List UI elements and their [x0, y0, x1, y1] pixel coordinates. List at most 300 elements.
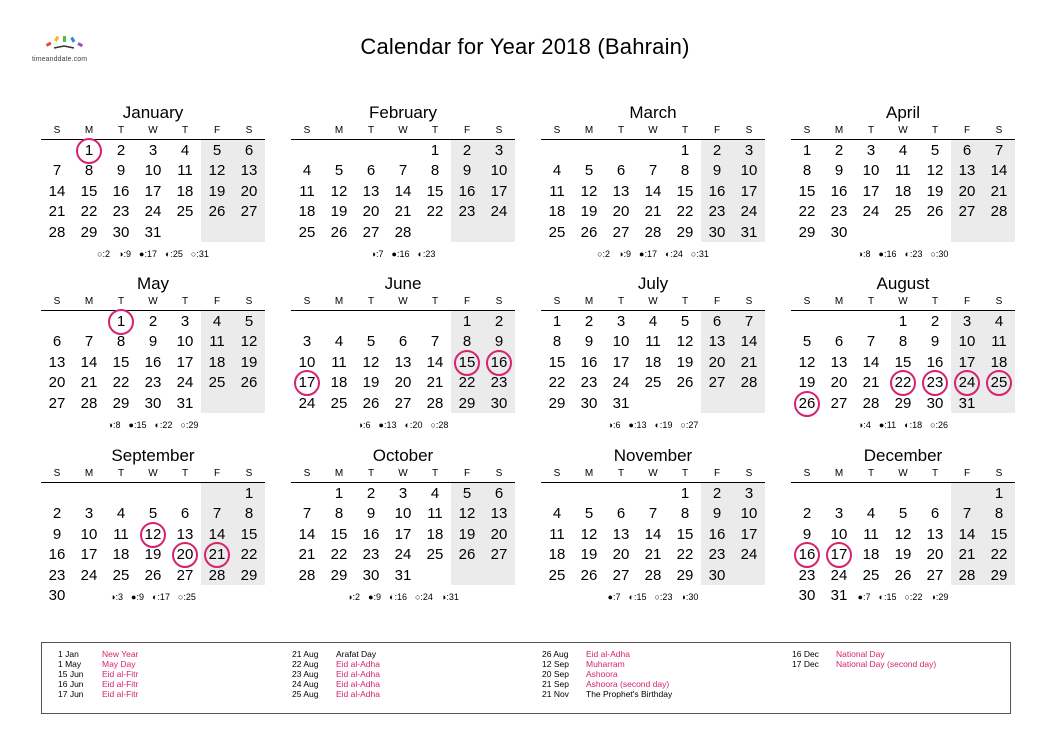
- moon-phase-item: ◐:22: [154, 420, 173, 430]
- moon-phase-item: ◐:20: [404, 420, 423, 430]
- moon-phases: [291, 249, 515, 259]
- day-cell: 13: [708, 333, 726, 351]
- day-cell: 3: [180, 313, 190, 330]
- month-name: August: [876, 274, 930, 293]
- moon-phases: [541, 249, 765, 259]
- day-cell: 2: [712, 142, 722, 159]
- moon-phases: [291, 420, 515, 430]
- day-cell: 28: [394, 223, 412, 241]
- moon-phase-item: ◑:4: [857, 420, 871, 430]
- day-cell: 8: [680, 162, 690, 180]
- day-cell: 3: [744, 142, 754, 159]
- day-cell: 9: [52, 525, 62, 543]
- day-cell: 9: [116, 162, 126, 180]
- day-cell: 25: [644, 374, 662, 392]
- day-cell: 22: [458, 374, 476, 392]
- day-cell: 12: [240, 333, 258, 351]
- day-cell: 20: [490, 525, 508, 543]
- day-cell: 14: [862, 353, 880, 371]
- holiday-entry: [292, 689, 380, 699]
- moon-phase-item: ●:15: [128, 420, 147, 430]
- weekday-label: S: [745, 468, 753, 479]
- day-cell: 6: [52, 333, 62, 351]
- day-cell: 13: [958, 162, 976, 180]
- day-cell: 7: [212, 505, 222, 523]
- day-cell: 18: [644, 353, 662, 371]
- day-cell: 14: [740, 333, 758, 351]
- weekday-label: T: [681, 296, 689, 307]
- weekday-label: T: [181, 468, 189, 479]
- day-cell: 29: [798, 223, 816, 241]
- day-cell: 16: [580, 353, 598, 371]
- holiday-day-cell: 12: [137, 525, 169, 545]
- day-cell: 18: [426, 525, 444, 543]
- month-january: [41, 103, 265, 271]
- day-cell: 31: [612, 394, 630, 412]
- day-cell: 1: [334, 485, 344, 502]
- day-cell: 5: [244, 313, 254, 330]
- day-cell: 4: [994, 313, 1004, 330]
- holiday-entry: [542, 649, 672, 659]
- day-cell: 23: [490, 374, 508, 392]
- moon-phase-item: ●:16: [391, 249, 410, 259]
- day-cell: 19: [208, 182, 226, 200]
- day-cell: 6: [962, 142, 972, 159]
- weekday-label: S: [995, 296, 1003, 307]
- holiday-date: 1 Jan: [58, 649, 79, 659]
- day-cell: 27: [708, 374, 726, 392]
- day-cell: 23: [708, 546, 726, 564]
- weekday-label: S: [803, 125, 811, 136]
- moon-phases: [291, 592, 515, 602]
- day-cell: 1: [680, 142, 690, 159]
- moon-phase-item: ○:22: [904, 592, 923, 602]
- day-cell: 12: [798, 353, 816, 371]
- month-november: [541, 446, 765, 614]
- holiday-name: Ashoora: [586, 669, 618, 679]
- day-cell: 23: [48, 566, 66, 584]
- page-title: Calendar for Year 2018 (Bahrain): [360, 34, 690, 59]
- day-cell: 22: [798, 203, 816, 221]
- day-cell: 11: [331, 353, 347, 371]
- weekday-label: T: [617, 296, 625, 307]
- month-february: [291, 103, 515, 271]
- day-cell: 27: [394, 394, 412, 412]
- weekday-label: F: [713, 468, 721, 479]
- day-cell: 30: [490, 394, 508, 412]
- moon-phase-item: ◐:25: [164, 249, 183, 259]
- weekday-label: S: [303, 296, 311, 307]
- weekday-label: M: [334, 296, 344, 307]
- holiday-date: 21 Sep: [542, 679, 569, 689]
- day-cell: 7: [648, 505, 658, 523]
- day-cell: 28: [80, 394, 98, 412]
- holiday-name: National Day (second day): [836, 659, 937, 669]
- moon-phases: [41, 249, 265, 259]
- day-cell: 7: [962, 505, 972, 523]
- weekday-label: S: [553, 296, 561, 307]
- weekday-label: S: [553, 125, 561, 136]
- day-cell: 19: [894, 546, 912, 564]
- weekday-label: S: [995, 468, 1003, 479]
- moon-phase-item: ◑:6: [357, 420, 371, 430]
- day-cell: 12: [894, 525, 912, 543]
- day-cell: 18: [298, 203, 316, 221]
- day-cell: 5: [212, 142, 222, 159]
- day-cell: 15: [330, 525, 348, 543]
- day-cell: 24: [612, 374, 630, 392]
- day-cell: 13: [926, 525, 944, 543]
- month-may: [41, 274, 265, 442]
- day-cell: 22: [548, 374, 566, 392]
- day-cell: 13: [48, 353, 66, 371]
- day-cell: 5: [898, 505, 908, 523]
- day-cell: 31: [394, 566, 412, 584]
- day-cell: 14: [958, 525, 976, 543]
- weekday-label: W: [648, 296, 658, 307]
- day-cell: 20: [830, 374, 848, 392]
- holiday-day-cell: 16: [791, 545, 823, 565]
- day-cell: 14: [208, 525, 226, 543]
- holiday-entry: [58, 659, 138, 669]
- weekday-label: S: [303, 125, 311, 136]
- moon-phases: [541, 420, 765, 430]
- day-cell: 7: [398, 162, 408, 180]
- weekday-label: S: [553, 468, 561, 479]
- day-cell: 16: [362, 525, 380, 543]
- day-cell: 28: [644, 223, 662, 241]
- day-cell: 20: [958, 182, 976, 200]
- moon-phase-item: ◑:9: [618, 249, 632, 259]
- day-cell: 22: [676, 203, 694, 221]
- day-cell: 23: [830, 203, 848, 221]
- day-cell: 13: [176, 525, 194, 543]
- day-cell: 1: [898, 313, 908, 330]
- day-cell: 10: [612, 333, 630, 351]
- day-cell: 16: [708, 182, 726, 200]
- day-cell: 20: [926, 546, 944, 564]
- weekday-label: S: [53, 296, 61, 307]
- day-cell: 19: [330, 203, 348, 221]
- day-cell: 16: [48, 546, 66, 564]
- day-cell: 29: [676, 566, 694, 584]
- day-cell: 30: [830, 223, 848, 241]
- moon-phase-item: ●:9: [131, 592, 144, 602]
- day-cell: 7: [84, 333, 94, 351]
- holiday-date: 1 May: [58, 659, 82, 669]
- day-cell: 22: [112, 374, 130, 392]
- day-cell: 28: [48, 223, 66, 241]
- day-cell: 9: [494, 333, 504, 351]
- day-cell: 14: [80, 353, 98, 371]
- day-cell: 4: [430, 485, 440, 502]
- day-cell: 2: [462, 142, 472, 159]
- day-cell: 18: [208, 353, 226, 371]
- day-cell: 19: [926, 182, 944, 200]
- day-cell: 27: [958, 203, 976, 221]
- day-cell: 21: [426, 374, 444, 392]
- weekday-label: T: [617, 468, 625, 479]
- weekday-label: T: [431, 296, 439, 307]
- weekday-label: T: [117, 125, 125, 136]
- day-cell: 1: [680, 485, 690, 502]
- day-cell: 23: [144, 374, 162, 392]
- day-cell: 21: [48, 203, 66, 221]
- day-cell: 24: [80, 566, 98, 584]
- day-cell: 26: [330, 223, 348, 241]
- day-cell: 31: [176, 394, 194, 412]
- day-cell: 21: [394, 203, 412, 221]
- weekday-label: M: [834, 296, 844, 307]
- moon-phase-item: ●:7: [857, 592, 871, 602]
- day-cell: 30: [926, 394, 944, 412]
- holiday-entry: [58, 689, 138, 699]
- day-cell: 27: [490, 546, 508, 564]
- day-cell: 3: [494, 142, 504, 159]
- holiday-name: Eid al-Fitr: [102, 669, 139, 679]
- weekday-label: T: [431, 125, 439, 136]
- moon-phase-item: ○:31: [190, 249, 209, 259]
- day-cell: 24: [176, 374, 194, 392]
- holiday-day-cell: 1: [73, 141, 105, 161]
- day-cell: 15: [798, 182, 816, 200]
- day-cell: 7: [994, 142, 1004, 159]
- weekday-label: F: [713, 125, 721, 136]
- holiday-date: 16 Jun: [58, 679, 84, 689]
- day-cell: 16: [458, 182, 476, 200]
- day-cell: 10: [740, 162, 758, 180]
- moon-phase-item: ◑:8: [857, 249, 871, 259]
- weekday-label: S: [303, 468, 311, 479]
- day-cell: 5: [930, 142, 940, 159]
- holiday-entry: [792, 659, 936, 669]
- weekday-label: T: [931, 125, 939, 136]
- moon-phase-item: ◐:23: [417, 249, 436, 259]
- weekday-label: W: [398, 296, 408, 307]
- day-cell: 25: [112, 566, 130, 584]
- day-cell: 13: [612, 182, 630, 200]
- moon-phase-item: ○:27: [680, 420, 699, 430]
- holiday-date: 21 Nov: [542, 689, 569, 699]
- weekday-label: F: [463, 125, 471, 136]
- day-cell: 8: [244, 505, 254, 523]
- day-cell: 21: [958, 546, 976, 564]
- holiday-day-cell: 21: [201, 545, 233, 565]
- day-cell: 25: [894, 203, 912, 221]
- day-cell: 9: [148, 333, 158, 351]
- day-cell: 4: [180, 142, 190, 159]
- day-cell: 6: [244, 142, 254, 159]
- day-cell: 25: [548, 566, 566, 584]
- day-cell: 6: [366, 162, 376, 180]
- day-cell: 26: [676, 374, 694, 392]
- day-cell: 29: [990, 566, 1008, 584]
- day-cell: 4: [334, 333, 344, 351]
- day-cell: 20: [362, 203, 380, 221]
- holiday-column: [58, 649, 138, 699]
- day-cell: 20: [240, 182, 258, 200]
- month-name: March: [629, 103, 677, 122]
- month-march: [541, 103, 765, 271]
- day-cell: 6: [494, 485, 504, 502]
- day-cell: 18: [330, 374, 348, 392]
- day-cell: 18: [548, 546, 566, 564]
- moon-phase-item: ◐:16: [389, 592, 407, 602]
- weekday-label: T: [617, 125, 625, 136]
- weekday-label: T: [367, 296, 375, 307]
- day-cell: 17: [176, 353, 194, 371]
- weekday-label: T: [181, 125, 189, 136]
- weekday-label: W: [898, 468, 908, 479]
- day-cell: 17: [80, 546, 98, 564]
- day-cell: 14: [644, 182, 662, 200]
- holiday-date: 15 Jun: [58, 669, 84, 679]
- day-cell: 28: [644, 566, 662, 584]
- day-cell: 11: [299, 182, 315, 200]
- day-cell: 18: [176, 182, 194, 200]
- day-cell: 4: [648, 313, 658, 330]
- day-cell: 28: [740, 374, 758, 392]
- moon-phase-item: ●:13: [628, 420, 647, 430]
- day-cell: 3: [398, 485, 408, 502]
- day-cell: 13: [362, 182, 380, 200]
- day-cell: 25: [176, 203, 194, 221]
- day-cell: 25: [208, 374, 226, 392]
- month-june: [291, 274, 515, 442]
- day-cell: 31: [958, 394, 976, 412]
- day-cell: 25: [548, 223, 566, 241]
- weekday-label: W: [398, 125, 408, 136]
- day-cell: 2: [712, 485, 722, 502]
- day-cell: 12: [458, 505, 476, 523]
- day-cell: 22: [426, 203, 444, 221]
- moon-phases: [541, 592, 765, 602]
- moon-phase-item: ◑:6: [607, 420, 621, 430]
- day-cell: 10: [958, 333, 976, 351]
- day-cell: 21: [740, 353, 758, 371]
- day-cell: 7: [302, 505, 312, 523]
- day-cell: 26: [362, 394, 380, 412]
- day-cell: 17: [394, 525, 412, 543]
- day-cell: 30: [708, 566, 726, 584]
- holiday-entry: [542, 679, 672, 689]
- day-cell: 12: [580, 525, 598, 543]
- weekday-label: T: [681, 125, 689, 136]
- weekday-label: S: [53, 125, 61, 136]
- day-cell: 27: [48, 394, 66, 412]
- weekday-label: S: [995, 125, 1003, 136]
- holiday-entry: [542, 669, 672, 679]
- moon-phase-item: ●:17: [139, 249, 157, 259]
- holiday-name: May Day: [102, 659, 136, 669]
- day-cell: 16: [926, 353, 944, 371]
- weekday-label: T: [367, 125, 375, 136]
- holiday-name: New Year: [102, 649, 139, 659]
- holiday-date: 24 Aug: [292, 679, 319, 689]
- weekday-label: M: [584, 125, 594, 136]
- month-name: January: [122, 103, 184, 122]
- day-cell: 1: [244, 485, 254, 502]
- moon-phase-item: ◑:29: [930, 592, 949, 602]
- day-cell: 19: [458, 525, 476, 543]
- day-cell: 8: [680, 505, 690, 523]
- holiday-name: Eid al-Adha: [336, 659, 380, 669]
- day-cell: 2: [148, 313, 158, 330]
- weekday-label: S: [245, 296, 253, 307]
- day-cell: 25: [862, 566, 880, 584]
- weekday-label: M: [84, 296, 94, 307]
- day-cell: 8: [898, 333, 908, 351]
- day-cell: 6: [398, 333, 408, 351]
- weekday-label: M: [834, 468, 844, 479]
- month-august: [791, 274, 1015, 442]
- day-cell: 21: [298, 546, 316, 564]
- day-cell: 24: [394, 546, 412, 564]
- day-cell: 13: [490, 505, 508, 523]
- day-cell: 5: [802, 333, 812, 351]
- day-cell: 22: [990, 546, 1008, 564]
- moon-phase-item: ◑:9: [118, 249, 132, 259]
- day-cell: 21: [862, 374, 880, 392]
- day-cell: 13: [394, 353, 412, 371]
- holiday-date: 22 Aug: [292, 659, 319, 669]
- moon-phase-item: ◐:18: [904, 420, 923, 430]
- weekday-label: T: [181, 296, 189, 307]
- moon-phase-item: ○:31: [690, 249, 709, 259]
- day-cell: 27: [240, 203, 258, 221]
- weekday-label: T: [681, 468, 689, 479]
- day-cell: 10: [830, 525, 848, 543]
- weekday-label: W: [648, 468, 658, 479]
- day-cell: 11: [427, 505, 443, 523]
- moon-phase-item: ●:11: [878, 420, 897, 430]
- moon-phase-item: ○:2: [597, 249, 611, 259]
- weekday-label: T: [931, 296, 939, 307]
- day-cell: 12: [208, 162, 226, 180]
- month-name: April: [885, 103, 920, 122]
- day-cell: 5: [366, 333, 376, 351]
- day-cell: 3: [302, 333, 312, 351]
- day-cell: 5: [148, 505, 158, 523]
- day-cell: 17: [612, 353, 630, 371]
- day-cell: 4: [212, 313, 222, 330]
- day-cell: 11: [991, 333, 1007, 351]
- day-cell: 26: [580, 223, 598, 241]
- day-cell: 11: [895, 162, 911, 180]
- holiday-date: 16 Dec: [792, 649, 819, 659]
- month-name: September: [111, 446, 195, 465]
- day-cell: 8: [552, 333, 562, 351]
- day-cell: 1: [552, 313, 562, 330]
- moon-phase-item: ◑:2: [347, 592, 361, 602]
- day-cell: 29: [676, 223, 694, 241]
- day-cell: 9: [802, 525, 812, 543]
- moon-phase-item: ○:25: [177, 592, 196, 602]
- weekday-label: S: [803, 296, 811, 307]
- day-cell: 20: [48, 374, 66, 392]
- day-cell: 29: [548, 394, 566, 412]
- day-cell: 20: [612, 203, 630, 221]
- weekday-label: W: [898, 296, 908, 307]
- day-cell: 21: [644, 203, 662, 221]
- day-cell: 18: [894, 182, 912, 200]
- day-cell: 12: [926, 162, 944, 180]
- weekday-label: W: [398, 468, 408, 479]
- day-cell: 19: [798, 374, 816, 392]
- day-cell: 1: [994, 485, 1004, 502]
- moon-phase-item: ○:26: [930, 420, 949, 430]
- day-cell: 9: [366, 505, 376, 523]
